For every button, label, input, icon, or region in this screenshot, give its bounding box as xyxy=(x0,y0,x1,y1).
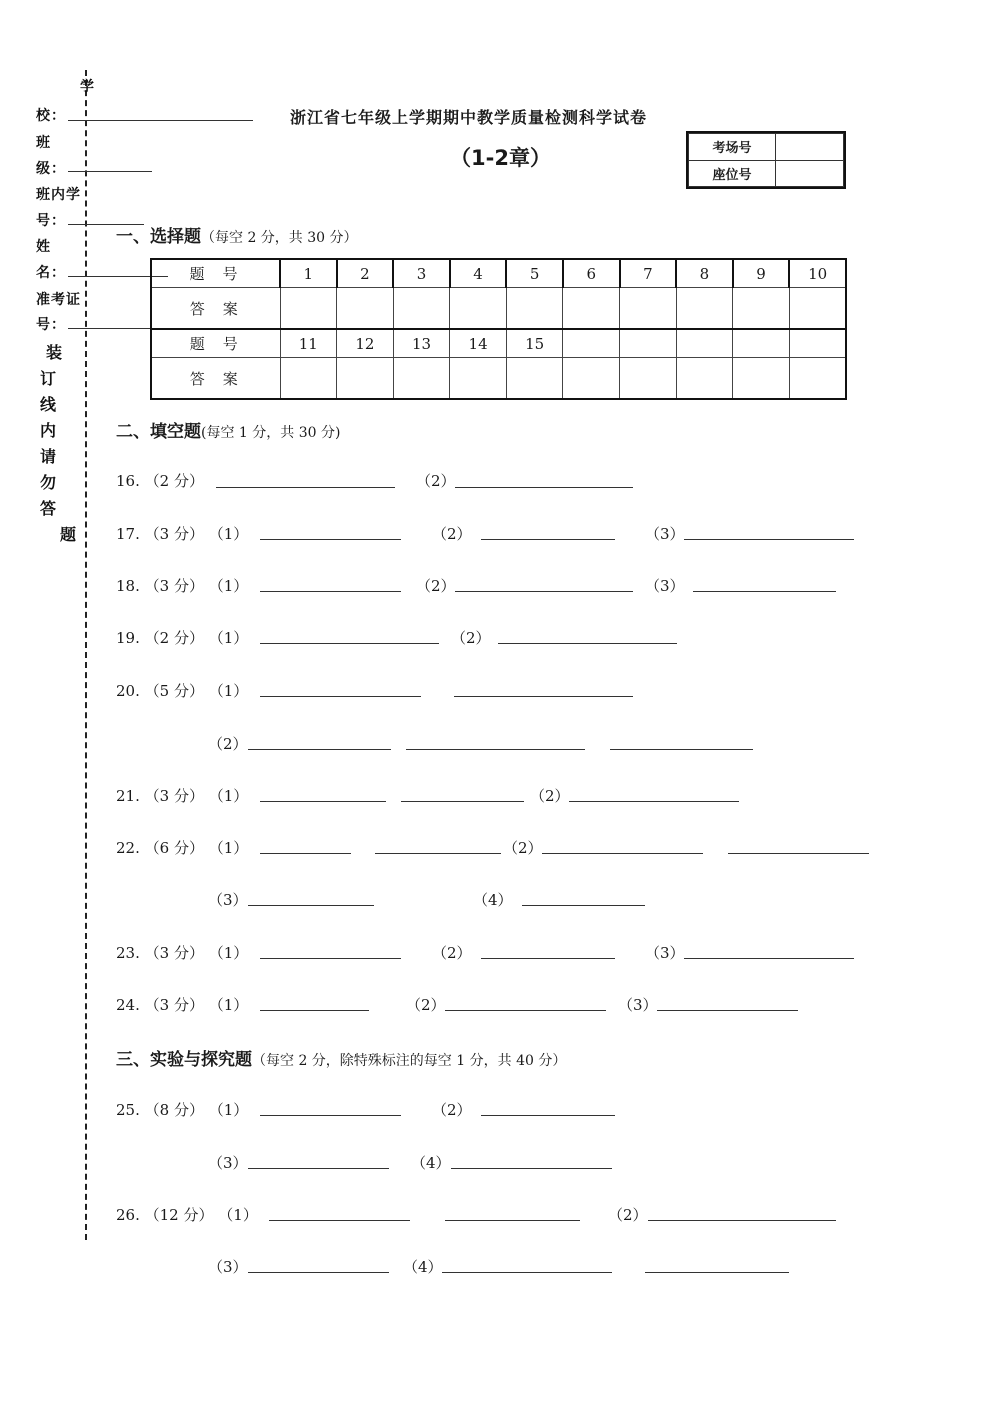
answer-blank[interactable] xyxy=(445,1010,606,1011)
question-number: 22. xyxy=(116,839,140,857)
answer-blank[interactable] xyxy=(260,1010,369,1011)
answer-cell[interactable] xyxy=(393,288,450,330)
exam-id-label: 号： xyxy=(36,317,66,333)
answer-cell[interactable] xyxy=(450,288,507,330)
answer-cell[interactable] xyxy=(789,358,846,400)
section-3-note: （每空 2 分，除特殊标注的每空 1 分，共 40 分） xyxy=(252,1053,567,1069)
question-score: （3 分） xyxy=(144,787,204,805)
school-label-top: 学 xyxy=(80,79,95,95)
exam-id-field[interactable] xyxy=(68,328,150,329)
row-label-answer: 答案 xyxy=(151,358,280,400)
student-no-label: 号： xyxy=(36,213,66,229)
answer-blank[interactable] xyxy=(610,749,753,750)
warning-char: 请 xyxy=(40,447,57,466)
part-label: （3） xyxy=(208,1154,248,1172)
answer-blank[interactable] xyxy=(260,801,386,802)
answer-blank[interactable] xyxy=(216,487,395,488)
answer-cell[interactable] xyxy=(733,288,790,330)
answer-cell[interactable] xyxy=(733,358,790,400)
part-label: （2） xyxy=(406,996,446,1014)
answer-cell[interactable] xyxy=(280,358,337,400)
part-label: （1） xyxy=(208,629,249,647)
question-number-cell: 11 xyxy=(280,329,337,358)
warning-char: 题 xyxy=(60,525,77,544)
question-score: （2 分） xyxy=(144,472,204,490)
question-number-cell xyxy=(789,329,846,358)
answer-blank[interactable] xyxy=(684,539,854,540)
answer-blank[interactable] xyxy=(657,1010,798,1011)
warning-char: 订 xyxy=(40,369,57,388)
question-number-cell: 15 xyxy=(506,329,563,358)
answer-blank[interactable] xyxy=(645,1272,789,1273)
answer-blank[interactable] xyxy=(406,749,585,750)
answer-blank[interactable] xyxy=(260,643,439,644)
question-number-cell xyxy=(676,329,733,358)
answer-blank[interactable] xyxy=(728,853,869,854)
warning-char: 内 xyxy=(40,421,57,440)
answer-blank[interactable] xyxy=(248,749,391,750)
warning-char: 答 xyxy=(40,499,57,518)
question-number-cell xyxy=(563,329,620,358)
section-2-heading xyxy=(116,417,340,442)
question-18 xyxy=(116,575,248,596)
question-24 xyxy=(116,994,248,1015)
part-label: （3） xyxy=(645,525,685,543)
answer-blank[interactable] xyxy=(455,487,633,488)
question-number-cell xyxy=(620,329,677,358)
part-label: （1） xyxy=(208,577,249,595)
part-label: （1） xyxy=(208,839,249,857)
answer-blank[interactable] xyxy=(569,801,739,802)
answer-blank[interactable] xyxy=(260,1115,401,1116)
exam-id-label-top: 准考证 xyxy=(36,292,81,308)
question-score: （5 分） xyxy=(144,682,204,700)
question-19 xyxy=(116,627,248,648)
answer-cell[interactable] xyxy=(789,288,846,330)
question-number-cell: 10 xyxy=(789,259,846,288)
answer-cell[interactable] xyxy=(676,288,733,330)
question-16 xyxy=(116,470,204,491)
answer-blank[interactable] xyxy=(454,696,633,697)
choice-answer-table xyxy=(150,258,847,400)
exam-subtitle: （1-2章） xyxy=(450,146,551,170)
answer-cell[interactable] xyxy=(620,358,677,400)
warning-char: 线 xyxy=(40,395,57,414)
exam-room-field[interactable] xyxy=(776,134,844,161)
warning-char: 装 xyxy=(46,343,63,362)
answer-cell[interactable] xyxy=(620,288,677,330)
question-score: （3 分） xyxy=(144,577,204,595)
question-number: 21. xyxy=(116,787,140,805)
warning-char: 勿 xyxy=(40,473,57,492)
question-number: 20. xyxy=(116,682,140,700)
answer-blank[interactable] xyxy=(481,958,615,959)
part-label: （2） xyxy=(416,472,456,490)
part-label: （1） xyxy=(208,787,249,805)
question-20 xyxy=(116,680,248,701)
answer-cell[interactable] xyxy=(506,358,563,400)
part-label: （2） xyxy=(451,629,491,647)
part-label: （1） xyxy=(208,1101,249,1119)
school-field[interactable] xyxy=(68,120,253,121)
answer-blank[interactable] xyxy=(693,591,836,592)
question-number-cell: 3 xyxy=(393,259,450,288)
answer-blank[interactable] xyxy=(451,1168,612,1169)
question-number-cell: 4 xyxy=(450,259,507,288)
question-score: （6 分） xyxy=(144,839,204,857)
section-3-heading xyxy=(116,1045,566,1070)
question-score: （3 分） xyxy=(144,944,204,962)
answer-cell[interactable] xyxy=(563,358,620,400)
row-label-number: 题号 xyxy=(151,259,280,288)
answer-blank[interactable] xyxy=(260,958,401,959)
part-label: （2） xyxy=(503,839,543,857)
question-number-cell: 1 xyxy=(280,259,337,288)
section-1-title: 一、选择题 xyxy=(116,227,201,247)
answer-blank[interactable] xyxy=(248,1168,389,1169)
part-label: （2） xyxy=(208,735,248,753)
answer-blank[interactable] xyxy=(248,905,374,906)
part-label: （2） xyxy=(432,525,472,543)
question-number-cell: 13 xyxy=(393,329,450,358)
question-23 xyxy=(116,942,248,963)
answer-blank[interactable] xyxy=(542,853,703,854)
question-number: 17. xyxy=(116,525,140,543)
part-label: （2） xyxy=(416,577,456,595)
part-label: （4） xyxy=(403,1258,443,1276)
answer-cell[interactable] xyxy=(337,358,394,400)
part-label: （2） xyxy=(608,1206,648,1224)
answer-blank[interactable] xyxy=(684,958,854,959)
binding-cut-line xyxy=(85,70,87,1240)
answer-cell[interactable] xyxy=(563,288,620,330)
question-score: （2 分） xyxy=(144,629,204,647)
question-number: 23. xyxy=(116,944,140,962)
question-number-cell: 9 xyxy=(733,259,790,288)
seat-label: 座位号 xyxy=(689,160,776,187)
answer-blank[interactable] xyxy=(260,591,401,592)
section-2-title: 二、填空题 xyxy=(116,422,201,442)
class-label-top: 班 xyxy=(36,135,51,151)
answer-cell[interactable] xyxy=(506,288,563,330)
question-number-cell: 6 xyxy=(563,259,620,288)
answer-blank[interactable] xyxy=(455,591,633,592)
part-label: （1） xyxy=(208,944,249,962)
part-label: （3） xyxy=(645,577,685,595)
name-label: 名： xyxy=(36,265,66,281)
question-score: （12 分） xyxy=(144,1206,214,1224)
section-1-heading xyxy=(116,222,358,247)
question-number-cell: 14 xyxy=(450,329,507,358)
answer-cell[interactable] xyxy=(337,288,394,330)
answer-blank[interactable] xyxy=(442,1272,612,1273)
answer-blank[interactable] xyxy=(445,1220,580,1221)
question-number-cell: 7 xyxy=(620,259,677,288)
exam-title: 浙江省七年级上学期期中教学质量检测科学试卷 xyxy=(290,108,648,127)
row-label-number: 题号 xyxy=(151,329,280,358)
question-number: 19. xyxy=(116,629,140,647)
part-label: （1） xyxy=(208,525,249,543)
answer-blank[interactable] xyxy=(481,1115,615,1116)
answer-blank[interactable] xyxy=(260,853,351,854)
question-number: 26. xyxy=(116,1206,140,1224)
section-3-title: 三、实验与探究题 xyxy=(116,1050,252,1070)
part-label: （3） xyxy=(618,996,658,1014)
question-number-cell: 12 xyxy=(337,329,394,358)
exam-room-label: 考场号 xyxy=(689,134,776,161)
section-1-note: （每空 2 分，共 30 分） xyxy=(201,230,358,246)
question-score: （3 分） xyxy=(144,996,204,1014)
question-number: 24. xyxy=(116,996,140,1014)
question-score: （3 分） xyxy=(144,525,204,543)
answer-blank[interactable] xyxy=(260,539,401,540)
answer-cell[interactable] xyxy=(676,358,733,400)
answer-cell[interactable] xyxy=(450,358,507,400)
class-label: 级： xyxy=(36,161,66,177)
answer-blank[interactable] xyxy=(269,1220,410,1221)
student-no-label-top: 班内学 xyxy=(36,187,81,203)
part-label: （2） xyxy=(432,944,472,962)
class-field[interactable] xyxy=(68,171,152,172)
answer-blank[interactable] xyxy=(481,539,615,540)
answer-cell[interactable] xyxy=(393,358,450,400)
row-label-answer: 答案 xyxy=(151,288,280,330)
answer-cell[interactable] xyxy=(280,288,337,330)
part-label: （1） xyxy=(218,1206,258,1224)
answer-blank[interactable] xyxy=(260,696,421,697)
question-score: （8 分） xyxy=(144,1101,204,1119)
question-number-cell: 8 xyxy=(676,259,733,288)
question-number-cell xyxy=(733,329,790,358)
part-label: （2） xyxy=(530,787,570,805)
part-label: （3） xyxy=(645,944,685,962)
question-25 xyxy=(116,1099,248,1120)
answer-blank[interactable] xyxy=(248,1272,389,1273)
question-26 xyxy=(116,1204,258,1225)
exam-room-box xyxy=(686,131,846,189)
part-label: （1） xyxy=(208,682,249,700)
part-label: （4） xyxy=(473,891,513,909)
answer-blank[interactable] xyxy=(401,801,524,802)
seat-field[interactable] xyxy=(776,160,844,187)
answer-blank[interactable] xyxy=(375,853,501,854)
question-number: 18. xyxy=(116,577,140,595)
section-2-note: (每空 1 分，共 30 分) xyxy=(201,425,341,441)
question-21 xyxy=(116,785,248,806)
question-22 xyxy=(116,837,248,858)
name-label-top: 姓 xyxy=(36,239,51,255)
answer-blank[interactable] xyxy=(522,905,645,906)
answer-blank[interactable] xyxy=(498,643,677,644)
part-label: （4） xyxy=(411,1154,451,1172)
question-number-cell: 5 xyxy=(506,259,563,288)
school-label: 校： xyxy=(36,108,66,124)
part-label: （3） xyxy=(208,891,248,909)
question-number: 25. xyxy=(116,1101,140,1119)
question-number-cell: 2 xyxy=(337,259,394,288)
question-number: 16. xyxy=(116,472,140,490)
part-label: （1） xyxy=(208,996,249,1014)
part-label: （3） xyxy=(208,1258,248,1276)
question-17 xyxy=(116,523,248,544)
part-label: （2） xyxy=(432,1101,472,1119)
answer-blank[interactable] xyxy=(648,1220,836,1221)
